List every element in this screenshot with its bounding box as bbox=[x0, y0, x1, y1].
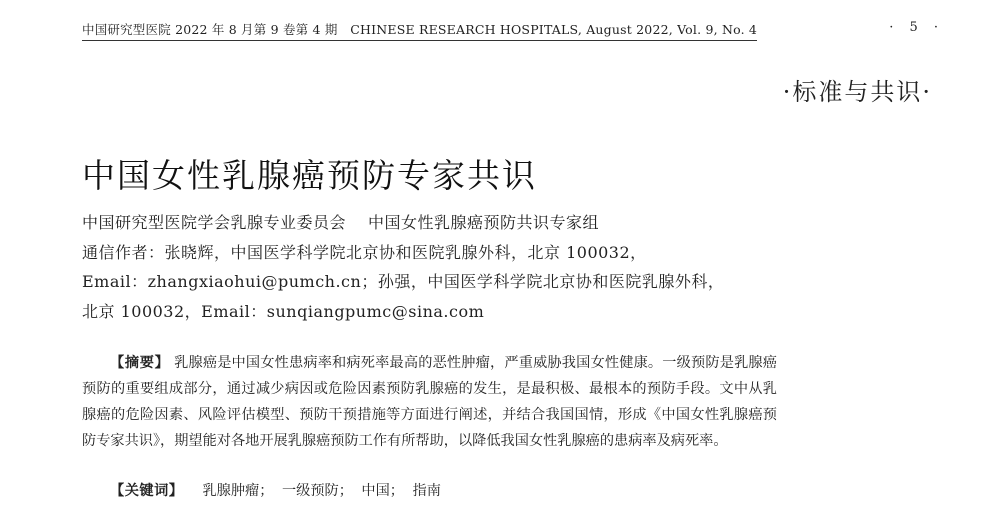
article-title: 中国女性乳腺癌预防专家共识 bbox=[82, 156, 537, 196]
keyword-item: 指南 bbox=[412, 483, 441, 499]
author-line-1 bbox=[82, 208, 802, 238]
abstract-label: 【摘要】 bbox=[110, 355, 170, 371]
keyword-item: 一级预防； bbox=[281, 483, 353, 499]
author-org-2: 中国女性乳腺癌预防共识专家组 bbox=[368, 213, 600, 232]
keyword-item: 中国； bbox=[361, 483, 404, 499]
keywords bbox=[110, 480, 445, 500]
section-label: ·标准与共识· bbox=[782, 78, 932, 106]
author-block bbox=[82, 208, 802, 326]
abstract bbox=[82, 350, 777, 454]
page-number: · 5 · bbox=[889, 20, 944, 35]
author-line-3: Email：zhangxiaohui@pumch.cn；孙强，中国医学科学院北京协和医院乳腺外科， bbox=[82, 272, 725, 291]
author-org-1: 中国研究型医院学会乳腺专业委员会 bbox=[82, 213, 347, 232]
abstract-text: 乳腺癌是中国女性患病率和病死率最高的恶性肿瘤，严重威胁我国女性健康。一级预防是乳腺癌预防的重要组成部分，通过减少病因或危险因素预防乳腺癌的发生，是最积极、最根本的预防手段。文中从乳腺癌的危险因素、风险评估模型、预防干预措施等方面进行阐述，并结合我国国情，形成《中国女性乳腺癌预防专家共识》，期望能对各地开展乳腺癌预防工作有所帮助，以降低我国女性乳腺癌的患病率及病死率。 bbox=[82, 355, 777, 449]
author-line-4: 北京 100032，Email：sunqiangpumc@sina.com bbox=[82, 301, 485, 321]
keywords-label: 【关键词】 bbox=[110, 483, 184, 499]
keyword-item: 乳腺肿瘤； bbox=[202, 483, 274, 499]
running-header: 中国研究型医院 2022 年 8 月第 9 卷第 4 期 CHINESE RESEARCH HOSPITALS, August 2022, Vol. 9, No. 4 bbox=[82, 20, 757, 41]
author-line-2: 通信作者：张晓辉，中国医学科学院北京协和医院乳腺外科，北京 100032， bbox=[82, 242, 647, 262]
